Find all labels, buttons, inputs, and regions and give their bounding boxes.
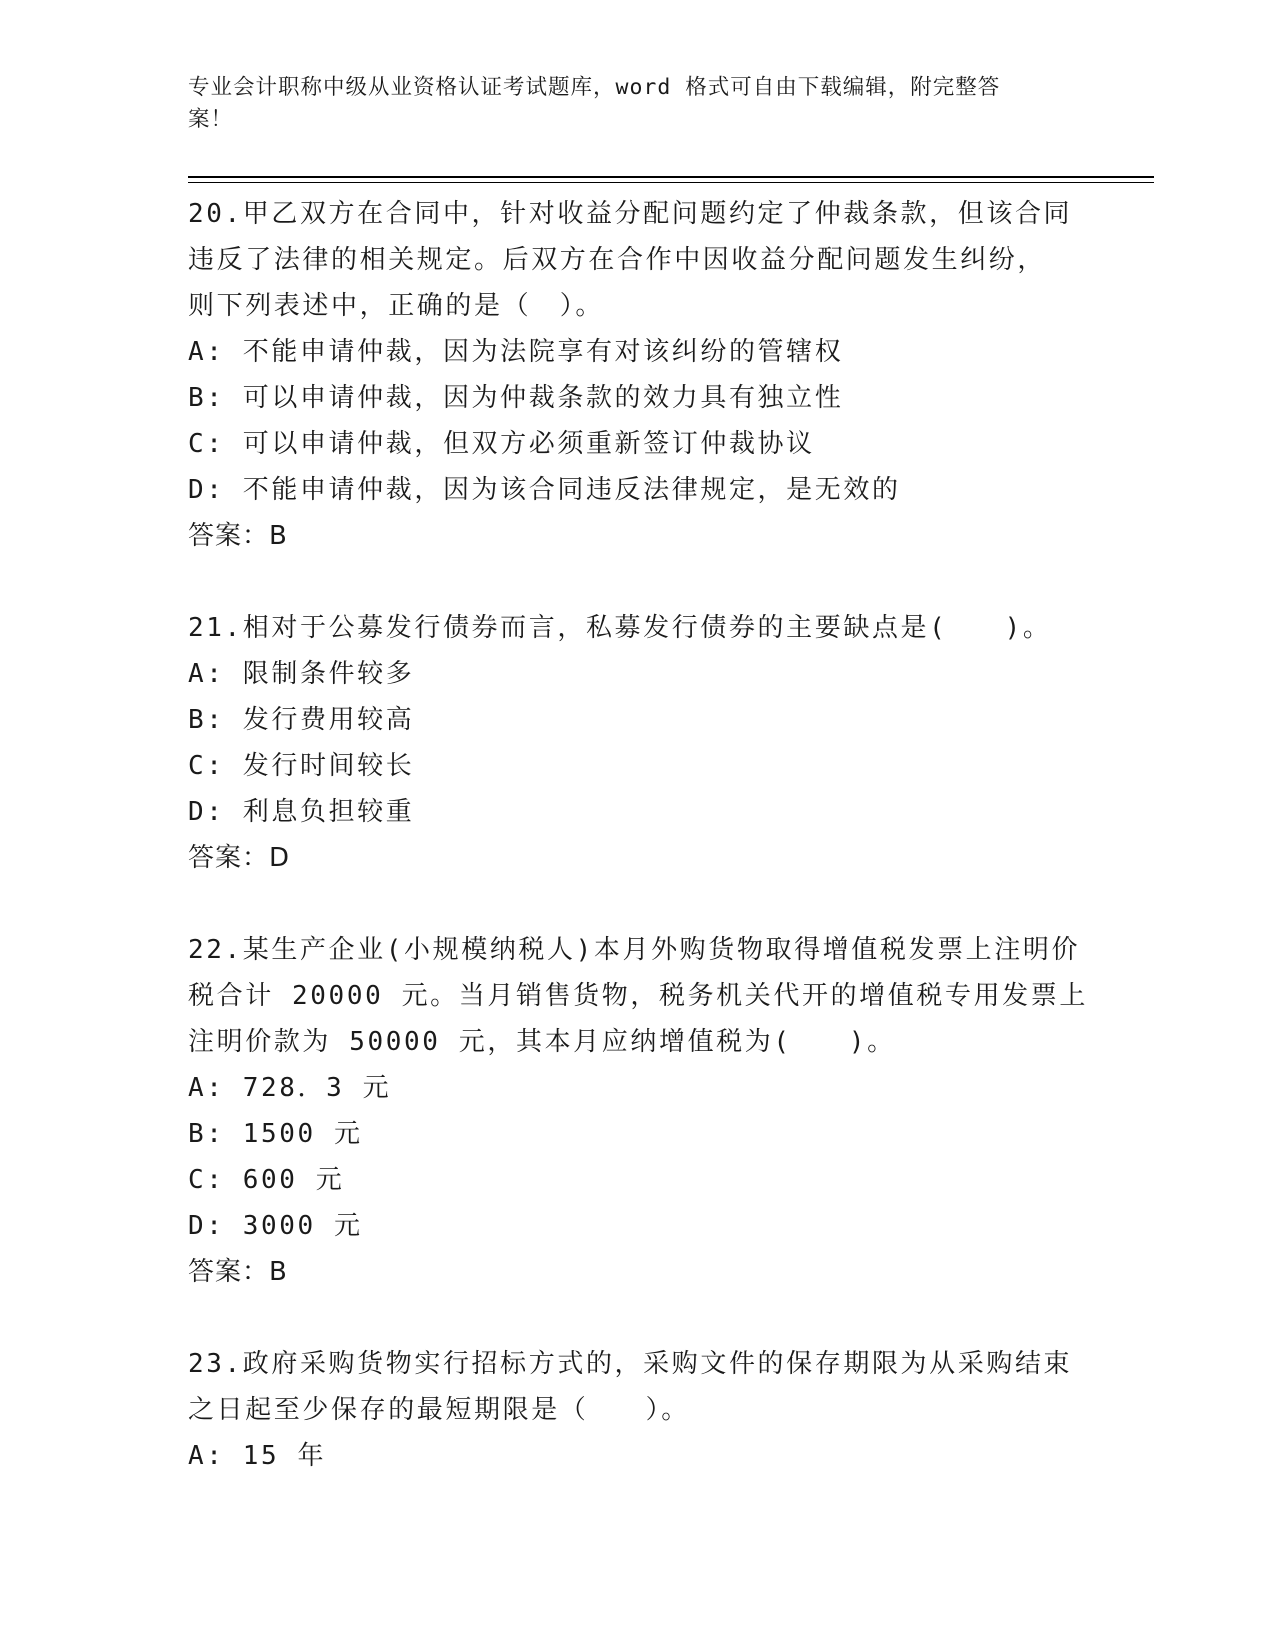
question-stem-line: 22.某生产企业(小规模纳税人)本月外购货物取得增值税发票上注明价	[188, 935, 1081, 965]
option-b: B: 可以申请仲裁，因为仲裁条款的效力具有独立性	[188, 383, 844, 413]
option-d: D: 利息负担较重	[188, 797, 415, 827]
question-stem-line: 之日起至少保存的最短期限是（ ）。	[188, 1395, 690, 1425]
question-21	[188, 605, 1088, 881]
answer-label: 答案：D	[188, 843, 291, 873]
option-c: C: 发行时间较长	[188, 751, 415, 781]
header-line-2: 案！	[188, 107, 234, 132]
header-line-1: 专业会计职称中级从业资格认证考试题库，word 格式可自由下载编辑，附完整答	[188, 75, 1001, 100]
question-spacer	[188, 1295, 1088, 1341]
question-20	[188, 191, 1088, 559]
question-stem-line: 21.相对于公募发行债券而言，私募发行债券的主要缺点是( )。	[188, 613, 1052, 643]
answer-label: 答案：B	[188, 1257, 288, 1287]
option-c: C: 可以申请仲裁，但双方必须重新签订仲裁协议	[188, 429, 815, 459]
header-divider-thin	[188, 182, 1154, 183]
question-spacer	[188, 559, 1088, 605]
question-stem-line: 23.政府采购货物实行招标方式的，采购文件的保存期限为从采购结束	[188, 1349, 1073, 1379]
question-stem-line: 20.甲乙双方在合同中，针对收益分配问题约定了仲裁条款，但该合同	[188, 199, 1073, 229]
question-stem-line: 注明价款为 50000 元，其本月应纳增值税为( )。	[188, 1027, 896, 1057]
header-divider-thick	[188, 176, 1154, 178]
option-a: A: 728．3 元	[188, 1073, 392, 1103]
option-d: D: 3000 元	[188, 1211, 363, 1241]
option-b: B: 1500 元	[188, 1119, 363, 1149]
answer-label: 答案：B	[188, 521, 288, 551]
option-b: B: 发行费用较高	[188, 705, 415, 735]
question-23	[188, 1341, 1088, 1479]
question-stem-line: 税合计 20000 元。当月销售货物，税务机关代开的增值税专用发票上	[188, 981, 1088, 1011]
question-22	[188, 927, 1088, 1295]
question-stem-line: 违反了法律的相关规定。后双方在合作中因收益分配问题发生纠纷，	[188, 245, 1047, 275]
option-c: C: 600 元	[188, 1165, 345, 1195]
document-header	[188, 72, 1068, 136]
question-stem-line: 则下列表述中，正确的是（ ）。	[188, 291, 605, 321]
option-a: A: 15 年	[188, 1441, 327, 1471]
question-spacer	[188, 881, 1088, 927]
option-a: A: 不能申请仲裁，因为法院享有对该纠纷的管辖权	[188, 337, 844, 367]
option-d: D: 不能申请仲裁，因为该合同违反法律规定，是无效的	[188, 475, 901, 505]
question-list	[188, 191, 1088, 1479]
option-a: A: 限制条件较多	[188, 659, 415, 689]
